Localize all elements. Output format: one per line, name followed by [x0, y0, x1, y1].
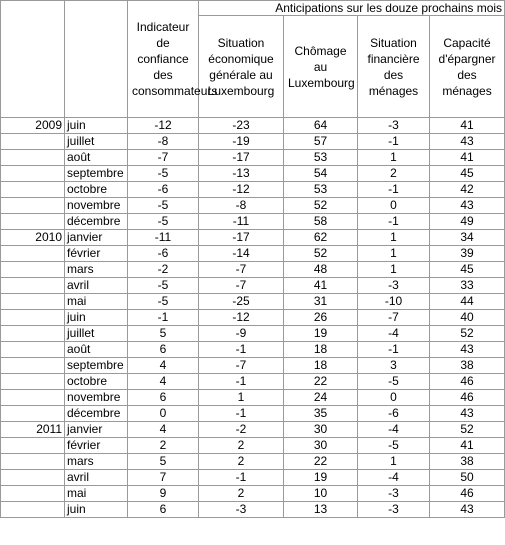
value-cell: 46: [430, 486, 505, 502]
value-cell: 2: [199, 486, 284, 502]
value-cell: 41: [430, 438, 505, 454]
year-cell: 2009: [1, 118, 65, 134]
year-cell: [1, 214, 65, 230]
value-cell: 1: [358, 230, 430, 246]
value-cell: 38: [430, 454, 505, 470]
value-cell: 62: [284, 230, 358, 246]
value-cell: -5: [128, 166, 199, 182]
year-cell: [1, 310, 65, 326]
value-cell: -17: [199, 230, 284, 246]
table-row: [1, 182, 505, 198]
value-cell: 0: [358, 198, 430, 214]
value-cell: 22: [284, 454, 358, 470]
month-cell: janvier: [65, 422, 128, 438]
value-cell: 6: [128, 390, 199, 406]
month-cell: décembre: [65, 406, 128, 422]
value-cell: 52: [284, 246, 358, 262]
year-cell: [1, 390, 65, 406]
value-cell: 24: [284, 390, 358, 406]
value-cell: -25: [199, 294, 284, 310]
value-cell: -1: [199, 470, 284, 486]
value-cell: 45: [430, 262, 505, 278]
value-cell: 49: [430, 214, 505, 230]
value-cell: -23: [199, 118, 284, 134]
year-cell: [1, 134, 65, 150]
year-cell: 2011: [1, 422, 65, 438]
value-cell: 0: [128, 406, 199, 422]
year-cell: [1, 150, 65, 166]
year-cell: [1, 278, 65, 294]
value-cell: 1: [358, 262, 430, 278]
value-cell: -4: [358, 326, 430, 342]
value-cell: 4: [128, 358, 199, 374]
month-cell: juin: [65, 502, 128, 518]
value-cell: -5: [358, 438, 430, 454]
value-cell: -1: [358, 182, 430, 198]
value-cell: -7: [199, 278, 284, 294]
table-row: [1, 502, 505, 518]
value-cell: 58: [284, 214, 358, 230]
value-cell: -1: [358, 342, 430, 358]
value-cell: -7: [199, 262, 284, 278]
value-cell: -1: [358, 214, 430, 230]
table-row: [1, 134, 505, 150]
value-cell: -4: [358, 470, 430, 486]
value-cell: -4: [358, 422, 430, 438]
value-cell: -5: [128, 198, 199, 214]
value-cell: -12: [199, 182, 284, 198]
month-cell: octobre: [65, 182, 128, 198]
value-cell: -3: [358, 502, 430, 518]
table-row: [1, 278, 505, 294]
month-cell: juin: [65, 310, 128, 326]
value-cell: -12: [128, 118, 199, 134]
table-row: [1, 262, 505, 278]
value-cell: -5: [358, 374, 430, 390]
table-row: [1, 326, 505, 342]
year-cell: [1, 470, 65, 486]
value-cell: 6: [128, 502, 199, 518]
value-cell: 46: [430, 390, 505, 406]
table-row: [1, 438, 505, 454]
value-cell: 64: [284, 118, 358, 134]
value-cell: 2: [199, 454, 284, 470]
value-cell: -13: [199, 166, 284, 182]
value-cell: 57: [284, 134, 358, 150]
table-row: [1, 166, 505, 182]
month-cell: août: [65, 150, 128, 166]
value-cell: 41: [430, 118, 505, 134]
value-cell: 43: [430, 502, 505, 518]
value-cell: 18: [284, 358, 358, 374]
header-group-title: Anticipations sur les douze prochains mois: [199, 1, 505, 16]
value-cell: 54: [284, 166, 358, 182]
value-cell: -1: [128, 310, 199, 326]
year-cell: 2010: [1, 230, 65, 246]
year-cell: [1, 342, 65, 358]
value-cell: 52: [430, 422, 505, 438]
year-cell: [1, 294, 65, 310]
value-cell: -7: [199, 358, 284, 374]
month-cell: août: [65, 342, 128, 358]
value-cell: 41: [284, 278, 358, 294]
value-cell: -5: [128, 214, 199, 230]
value-cell: -11: [128, 230, 199, 246]
year-cell: [1, 262, 65, 278]
value-cell: -3: [358, 486, 430, 502]
value-cell: 2: [128, 438, 199, 454]
value-cell: 2: [358, 166, 430, 182]
value-cell: 46: [430, 374, 505, 390]
month-cell: novembre: [65, 390, 128, 406]
value-cell: -2: [128, 262, 199, 278]
header-economic-situation: Situation économique générale au Luxembourg: [199, 16, 284, 118]
value-cell: -6: [358, 406, 430, 422]
year-cell: [1, 326, 65, 342]
header-unemployment: Chômage au Luxembourg: [284, 16, 358, 118]
month-cell: février: [65, 438, 128, 454]
value-cell: 31: [284, 294, 358, 310]
value-cell: 40: [430, 310, 505, 326]
month-cell: juillet: [65, 326, 128, 342]
table-row: [1, 470, 505, 486]
value-cell: 43: [430, 342, 505, 358]
table-row: [1, 150, 505, 166]
value-cell: -8: [199, 198, 284, 214]
year-cell: [1, 166, 65, 182]
value-cell: -19: [199, 134, 284, 150]
value-cell: 5: [128, 454, 199, 470]
table-body: [1, 118, 505, 518]
value-cell: 13: [284, 502, 358, 518]
year-cell: [1, 438, 65, 454]
value-cell: 44: [430, 294, 505, 310]
value-cell: 6: [128, 342, 199, 358]
value-cell: -9: [199, 326, 284, 342]
table-row: [1, 198, 505, 214]
value-cell: -14: [199, 246, 284, 262]
value-cell: -6: [128, 182, 199, 198]
table-row: [1, 422, 505, 438]
value-cell: 19: [284, 326, 358, 342]
month-cell: mai: [65, 294, 128, 310]
year-cell: [1, 182, 65, 198]
month-cell: juillet: [65, 134, 128, 150]
value-cell: 22: [284, 374, 358, 390]
month-cell: avril: [65, 278, 128, 294]
year-cell: [1, 454, 65, 470]
value-cell: 53: [284, 182, 358, 198]
value-cell: 43: [430, 406, 505, 422]
month-cell: novembre: [65, 198, 128, 214]
month-cell: septembre: [65, 358, 128, 374]
year-cell: [1, 406, 65, 422]
value-cell: -5: [128, 294, 199, 310]
value-cell: 26: [284, 310, 358, 326]
value-cell: 3: [358, 358, 430, 374]
table-row: [1, 230, 505, 246]
value-cell: -1: [199, 406, 284, 422]
year-cell: [1, 486, 65, 502]
value-cell: -3: [358, 278, 430, 294]
month-cell: septembre: [65, 166, 128, 182]
value-cell: -12: [199, 310, 284, 326]
value-cell: -1: [199, 374, 284, 390]
value-cell: 4: [128, 422, 199, 438]
value-cell: 2: [199, 438, 284, 454]
table-row: [1, 358, 505, 374]
year-cell: [1, 374, 65, 390]
table-row: [1, 390, 505, 406]
value-cell: 7: [128, 470, 199, 486]
month-cell: juin: [65, 118, 128, 134]
value-cell: 43: [430, 198, 505, 214]
value-cell: 52: [430, 326, 505, 342]
value-cell: -5: [128, 278, 199, 294]
value-cell: 50: [430, 470, 505, 486]
month-cell: mars: [65, 454, 128, 470]
value-cell: -7: [358, 310, 430, 326]
value-cell: 41: [430, 150, 505, 166]
table-row: [1, 406, 505, 422]
value-cell: 42: [430, 182, 505, 198]
table-row: [1, 118, 505, 134]
value-cell: -1: [358, 134, 430, 150]
year-cell: [1, 502, 65, 518]
value-cell: 0: [358, 390, 430, 406]
header-confidence-indicator: Indicateur de confiance des consommateurs: [128, 1, 199, 118]
value-cell: -17: [199, 150, 284, 166]
year-cell: [1, 198, 65, 214]
year-cell: [1, 358, 65, 374]
value-cell: 18: [284, 342, 358, 358]
month-cell: janvier: [65, 230, 128, 246]
value-cell: 33: [430, 278, 505, 294]
value-cell: 1: [358, 150, 430, 166]
month-cell: février: [65, 246, 128, 262]
month-cell: avril: [65, 470, 128, 486]
value-cell: -1: [199, 342, 284, 358]
year-cell: [1, 246, 65, 262]
value-cell: 9: [128, 486, 199, 502]
value-cell: -11: [199, 214, 284, 230]
month-cell: mai: [65, 486, 128, 502]
value-cell: -2: [199, 422, 284, 438]
value-cell: 1: [358, 246, 430, 262]
table-row: [1, 486, 505, 502]
value-cell: 38: [430, 358, 505, 374]
value-cell: 1: [358, 454, 430, 470]
month-cell: décembre: [65, 214, 128, 230]
value-cell: -8: [128, 134, 199, 150]
header-household-finances: Situation financière des ménages: [358, 16, 430, 118]
table-row: [1, 214, 505, 230]
value-cell: 30: [284, 438, 358, 454]
table-row: [1, 246, 505, 262]
value-cell: -7: [128, 150, 199, 166]
value-cell: 45: [430, 166, 505, 182]
value-cell: -3: [358, 118, 430, 134]
value-cell: 52: [284, 198, 358, 214]
table-row: [1, 374, 505, 390]
table-row: [1, 310, 505, 326]
month-cell: mars: [65, 262, 128, 278]
value-cell: 53: [284, 150, 358, 166]
header-savings-capacity: Capacité d'épargner des ménages: [430, 16, 505, 118]
value-cell: 35: [284, 406, 358, 422]
value-cell: 43: [430, 134, 505, 150]
value-cell: 5: [128, 326, 199, 342]
value-cell: 10: [284, 486, 358, 502]
year-header-cell: [1, 1, 65, 118]
value-cell: 4: [128, 374, 199, 390]
value-cell: -3: [199, 502, 284, 518]
value-cell: 34: [430, 230, 505, 246]
month-cell: octobre: [65, 374, 128, 390]
value-cell: 48: [284, 262, 358, 278]
table-row: [1, 294, 505, 310]
month-header-cell: [65, 1, 128, 118]
value-cell: 39: [430, 246, 505, 262]
value-cell: 1: [199, 390, 284, 406]
table-row: [1, 454, 505, 470]
value-cell: -6: [128, 246, 199, 262]
value-cell: 30: [284, 422, 358, 438]
value-cell: 19: [284, 470, 358, 486]
table-row: [1, 342, 505, 358]
value-cell: -10: [358, 294, 430, 310]
